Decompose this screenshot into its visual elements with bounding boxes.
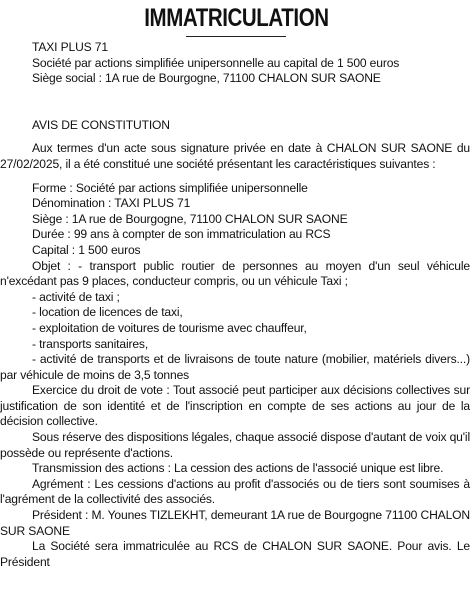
notice-heading: AVIS DE CONSTITUTION <box>32 117 170 132</box>
company-seat: Siège social : 1A rue de Bourgogne, 71100 CHALON SUR SAONE <box>32 71 381 86</box>
company-block <box>0 40 473 87</box>
objet-paragraph: Objet : - transport public routier de personnes au moyen d'un seul véhicule n'excédant pas 9 places, conducteur compris, ou un véhicule Taxi ; <box>0 258 470 289</box>
reserve-paragraph: Sous réserve des dispositions légales, chaque associé dispose d'autant de voix qu'il possède ou représente d'actions. <box>0 430 470 460</box>
closing-paragraph: La Société sera immatriculée au RCS de CHALON SUR SAONE. Pour avis. Le Président <box>0 539 470 569</box>
char-duree: Durée : 99 ans à compter de son immatriculation au RCS <box>32 227 331 242</box>
intro-paragraph: Aux termes d'un acte sous signature privée en date à CHALON SUR SAONE du 27/02/2025, il a été constitué une société présentant les caractéristiques suivantes : <box>0 141 470 171</box>
company-name: TAXI PLUS 71 <box>32 40 108 54</box>
title-underline <box>186 36 286 37</box>
char-forme: Forme : Société par actions simplifiée unipersonnelle <box>32 180 308 195</box>
objet-item: - transports sanitaires, <box>32 336 149 351</box>
notice-title: IMMATRICULATION <box>144 4 329 32</box>
objet-item: - location de licences de taxi, <box>32 305 183 320</box>
president-paragraph: Président : M. Younes TIZLEKHT, demeurant 1A rue de Bourgogne 71100 CHALON SUR SAONE <box>0 508 470 538</box>
objet-item: - activité de taxi ; <box>32 289 120 304</box>
agrement-paragraph: Agrément : Les cessions d'actions au profit d'associés ou de tiers sont soumises à l'agrément de la collectivité des associés. <box>0 476 470 507</box>
notice-body <box>0 40 473 570</box>
char-siege: Siège : 1A rue de Bourgogne, 71100 CHALON SUR SAONE <box>32 211 348 226</box>
char-capital: Capital : 1 500 euros <box>32 242 141 257</box>
company-form-capital: Société par actions simplifiée unipersonnelle au capital de 1 500 euros <box>32 55 400 70</box>
char-denomination: Dénomination : TAXI PLUS 71 <box>32 196 191 211</box>
characteristics-list <box>0 181 473 259</box>
objet-last-item: - activité de transports et de livraisons de toute nature (mobilier, matériels divers...) par véhicule de moins de 3,5 tonnes <box>0 352 470 382</box>
objet-item: - exploitation de voitures de tourisme avec chauffeur, <box>32 320 307 335</box>
transmission-paragraph: Transmission des actions : La cession des actions de l'associé unique est libre. <box>32 461 444 476</box>
vote-paragraph: Exercice du droit de vote : Tout associé peut participer aux décisions collectives sur justification de son identité et de l'inscription en compte de ses actions au jour de la décision collective. <box>0 383 470 429</box>
notice-header <box>0 4 473 32</box>
